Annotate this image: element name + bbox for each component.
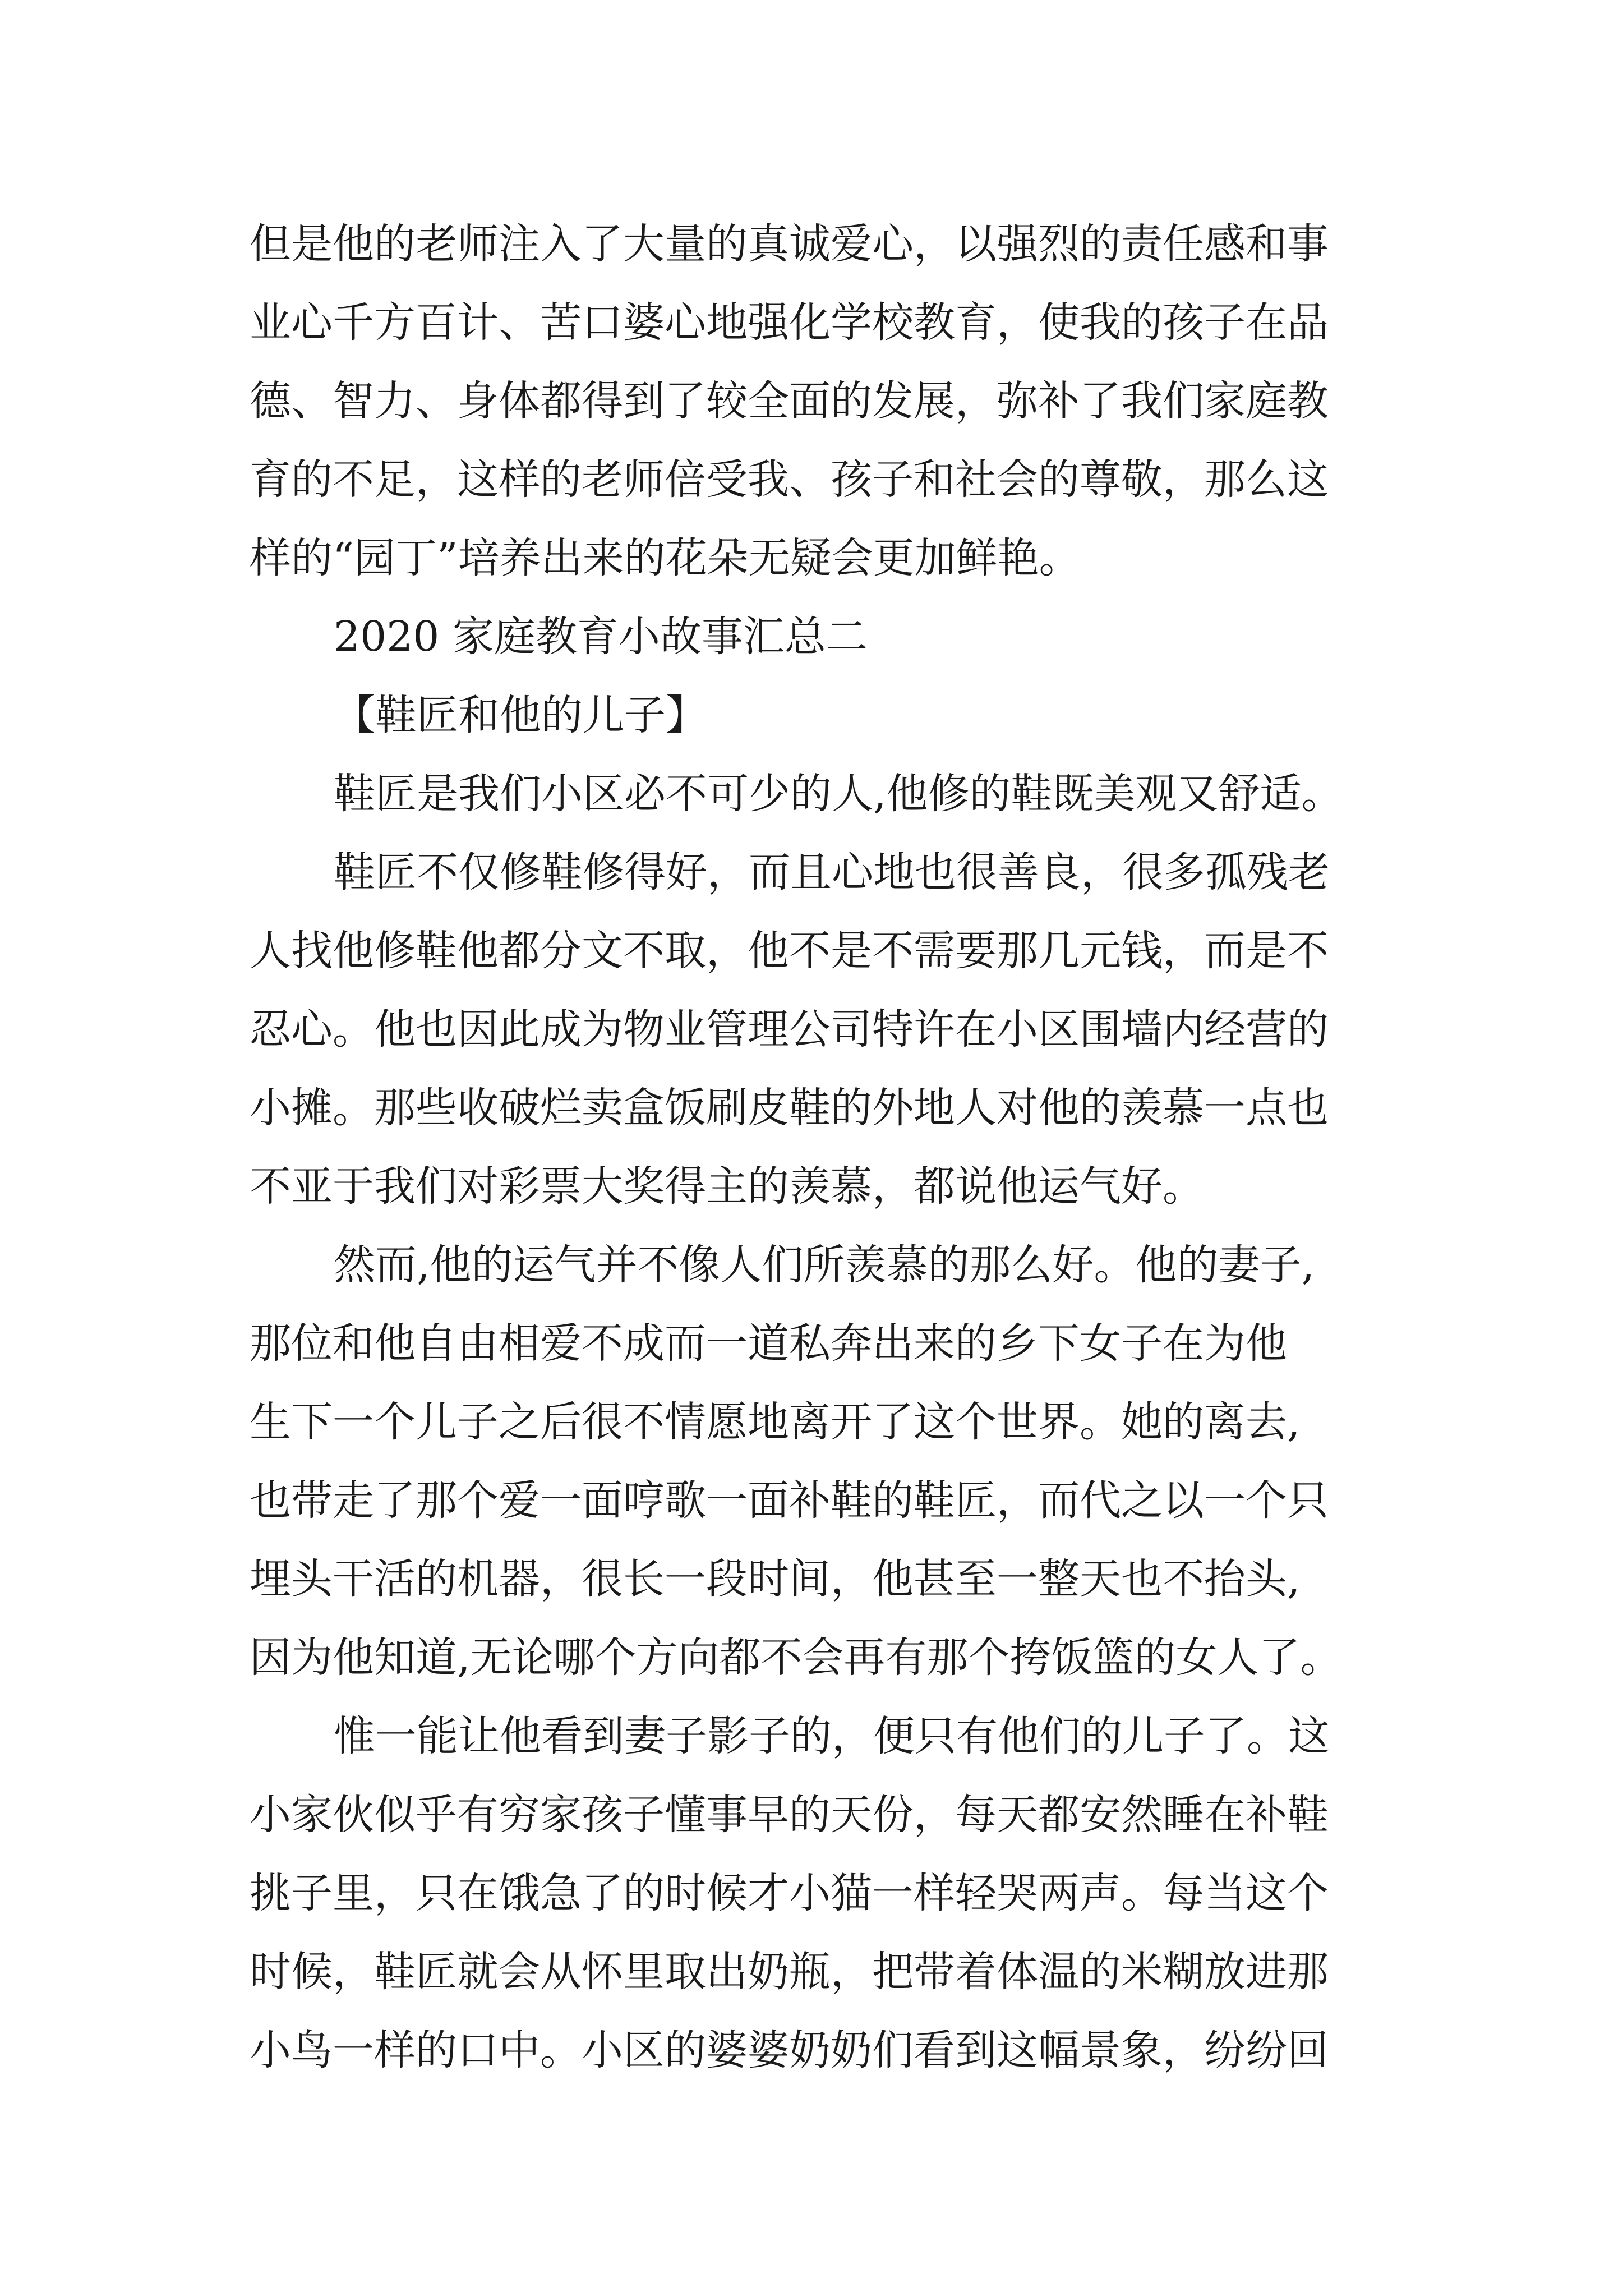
- text-line: 德、智力、身体都得到了较全面的发展，弥补了我们家庭教: [250, 377, 1329, 425]
- text-line: 鞋匠不仅修鞋修得好，而且心地也很善良，很多孤残老: [334, 848, 1330, 896]
- text-line: 小家伙似乎有穷家孩子懂事早的天份，每天都安然睡在补鞋: [250, 1791, 1329, 1839]
- section-title: 2020 家庭教育小故事汇总二: [334, 613, 868, 661]
- text-line: 然而,他的运气并不像人们所羡慕的那么好。他的妻子,: [334, 1241, 1315, 1289]
- text-line: 人找他修鞋他都分文不取，他不是不需要那几元钱，而是不: [250, 927, 1329, 975]
- text-line: 但是他的老师注入了大量的真诚爱心，以强烈的责任感和事: [250, 220, 1329, 268]
- text-line: 小摊。那些收破烂卖盒饭刷皮鞋的外地人对他的羡慕一点也: [250, 1084, 1329, 1132]
- text-line: 业心千方百计、苦口婆心地强化学校教育，使我的孩子在品: [250, 298, 1329, 347]
- text-line: 挑子里，只在饿急了的时候才小猫一样轻哭两声。每当这个: [250, 1869, 1329, 1917]
- text-line: 也带走了那个爱一面哼歌一面补鞋的鞋匠，而代之以一个只: [250, 1476, 1329, 1525]
- text-line: 忍心。他也因此成为物业管理公司特许在小区围墙内经营的: [250, 1005, 1329, 1053]
- text-line: 样的“园丁”培养出来的花朵无疑会更加鲜艳。: [250, 534, 1081, 582]
- text-line: 育的不足，这样的老师倍受我、孩子和社会的尊敬，那么这: [250, 455, 1329, 504]
- text-line: 那位和他自由相爱不成而一道私奔出来的乡下女子在为他: [250, 1319, 1287, 1368]
- text-line: 埋头干活的机器，很长一段时间，他甚至一整天也不抬头,: [250, 1555, 1301, 1603]
- text-line: 小鸟一样的口中。小区的婆婆奶奶们看到这幅景象，纷纷回: [250, 2026, 1329, 2074]
- text-line: 惟一能让他看到妻子影子的，便只有他们的儿子了。这: [334, 1712, 1330, 1760]
- text-line: 不亚于我们对彩票大奖得主的羡慕，都说他运气好。: [250, 1162, 1204, 1211]
- text-line: 时候，鞋匠就会从怀里取出奶瓶，把带着体温的米糊放进那: [250, 1948, 1329, 1996]
- text-line: 生下一个儿子之后很不情愿地离开了这个世界。她的离去,: [250, 1398, 1301, 1446]
- story-title: 【鞋匠和他的儿子】: [334, 691, 707, 739]
- text-line: 因为他知道,无论哪个方向都不会再有那个挎饭篮的女人了。: [250, 1634, 1342, 1682]
- text-line: 鞋匠是我们小区必不可少的人,他修的鞋既美观又舒适。: [334, 770, 1343, 818]
